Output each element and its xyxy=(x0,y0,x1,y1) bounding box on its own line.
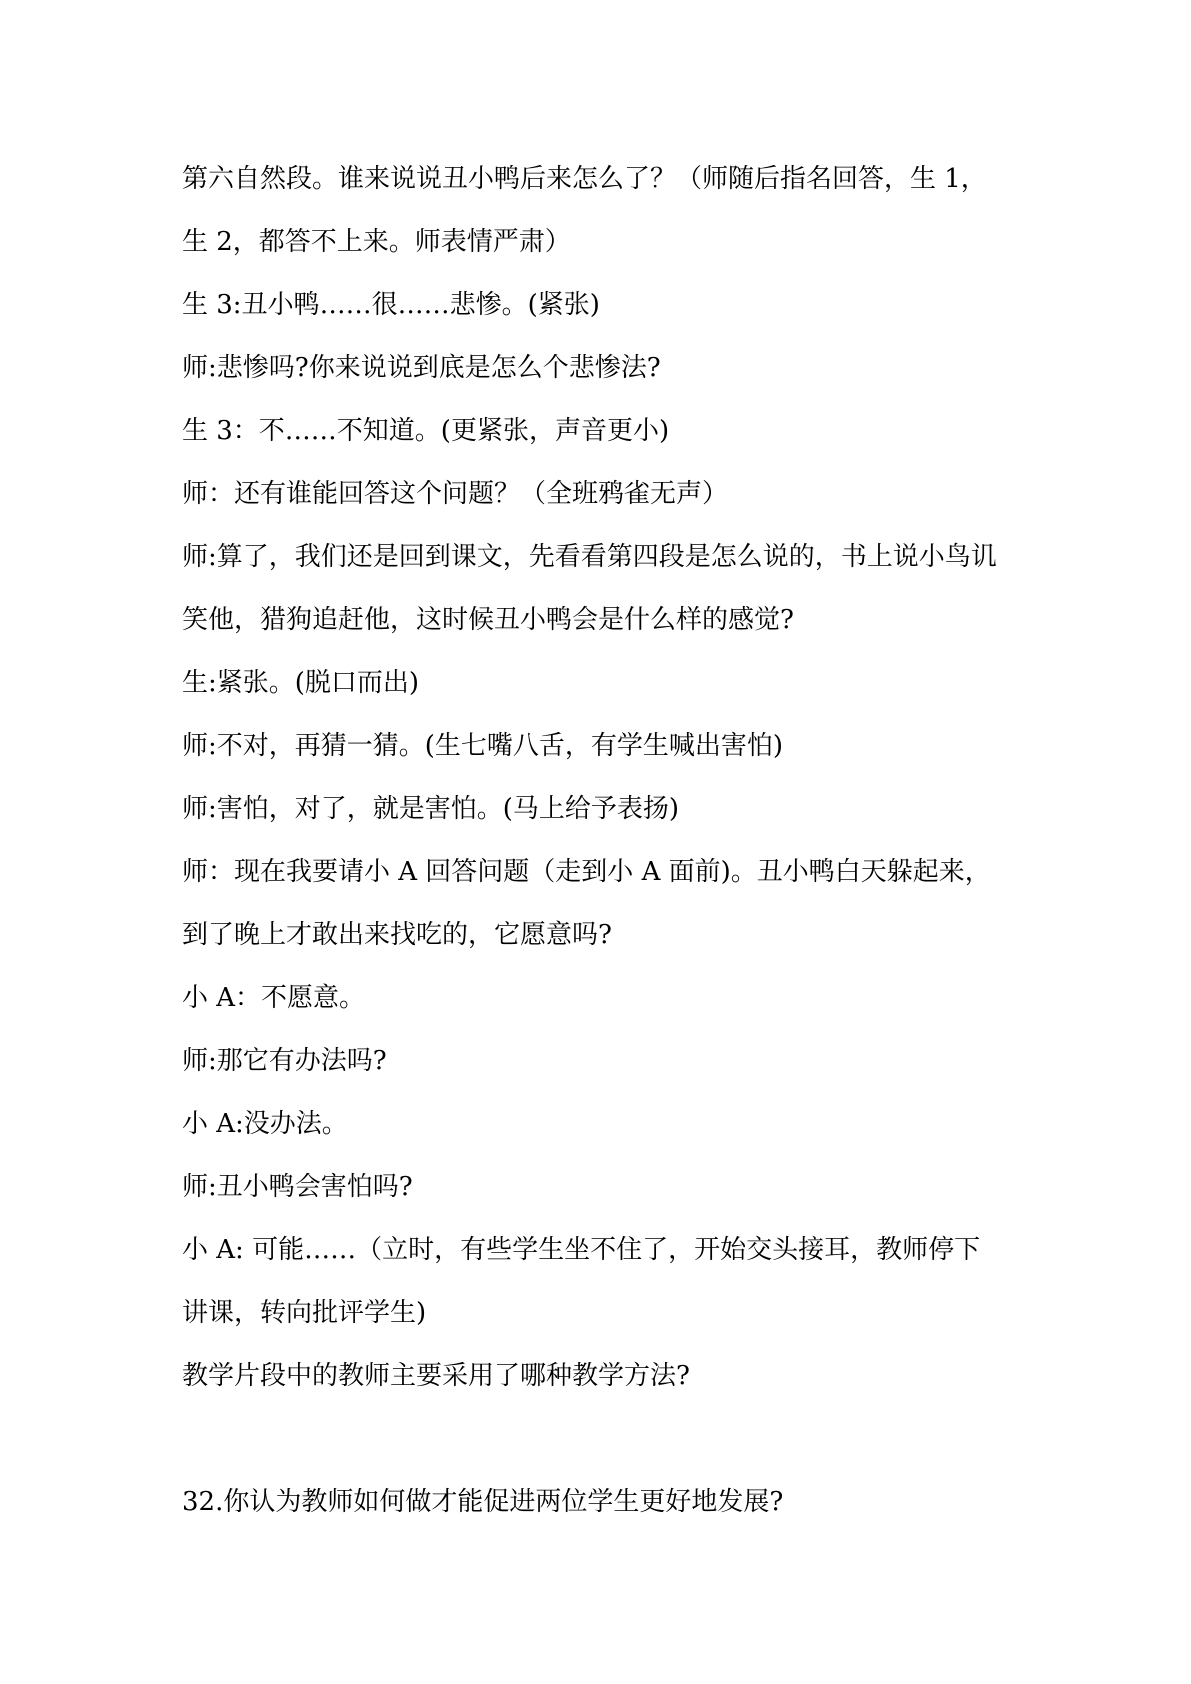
text-line: 生 3：不……不知道。(更紧张，声音更小) xyxy=(182,416,670,446)
spacer xyxy=(182,1408,1022,1471)
text-line: 小 A：不愿意。 xyxy=(182,983,366,1013)
text-line: 小 A:没办法。 xyxy=(182,1109,348,1139)
text-line: 生 2，都答不上来。师表情严肃） xyxy=(182,227,571,257)
text-line: 师:丑小鸭会害怕吗? xyxy=(182,1172,413,1202)
text-line: 第六自然段。谁来说说丑小鸭后来怎么了？（师随后指名回答，生 1， xyxy=(182,164,987,194)
text-line: 生:紧张。(脱口而出) xyxy=(182,668,420,698)
text-line: 师：现在我要请小 A 回答问题（走到小 A 面前)。丑小鸭白天躲起来， xyxy=(182,857,991,887)
text-line: 师:悲惨吗?你来说说到底是怎么个悲惨法? xyxy=(182,353,661,383)
text-line: 师:害怕，对了，就是害怕。(马上给予表扬) xyxy=(182,794,680,824)
text-line: 笑他，猎狗追赶他，这时候丑小鸭会是什么样的感觉? xyxy=(182,605,794,635)
text-line: 到了晚上才敢出来找吃的，它愿意吗? xyxy=(182,920,612,950)
question-32-prompt: 32.你认为教师如何做才能促进两位学生更好地发展? xyxy=(182,1487,784,1517)
text-line: 师:不对，再猜一猜。(生七嘴八舌，有学生喊出害怕) xyxy=(182,731,784,761)
text-line: 生 3:丑小鸭……很……悲惨。(紧张) xyxy=(182,290,600,320)
text-line: 师:算了，我们还是回到课文，先看看第四段是怎么说的，书上说小鸟讥 xyxy=(182,542,997,572)
question-31-prompt: 教学片段中的教师主要采用了哪种教学方法? xyxy=(182,1361,690,1391)
text-line: 师：还有谁能回答这个问题？（全班鸦雀无声） xyxy=(182,479,729,509)
text-line: 讲课，转向批评学生) xyxy=(182,1298,427,1328)
document-body xyxy=(182,148,1022,1534)
text-line: 小 A: 可能……（立时，有些学生坐不住了，开始交头接耳，教师停下 xyxy=(182,1235,981,1265)
text-line: 师:那它有办法吗? xyxy=(182,1046,387,1076)
